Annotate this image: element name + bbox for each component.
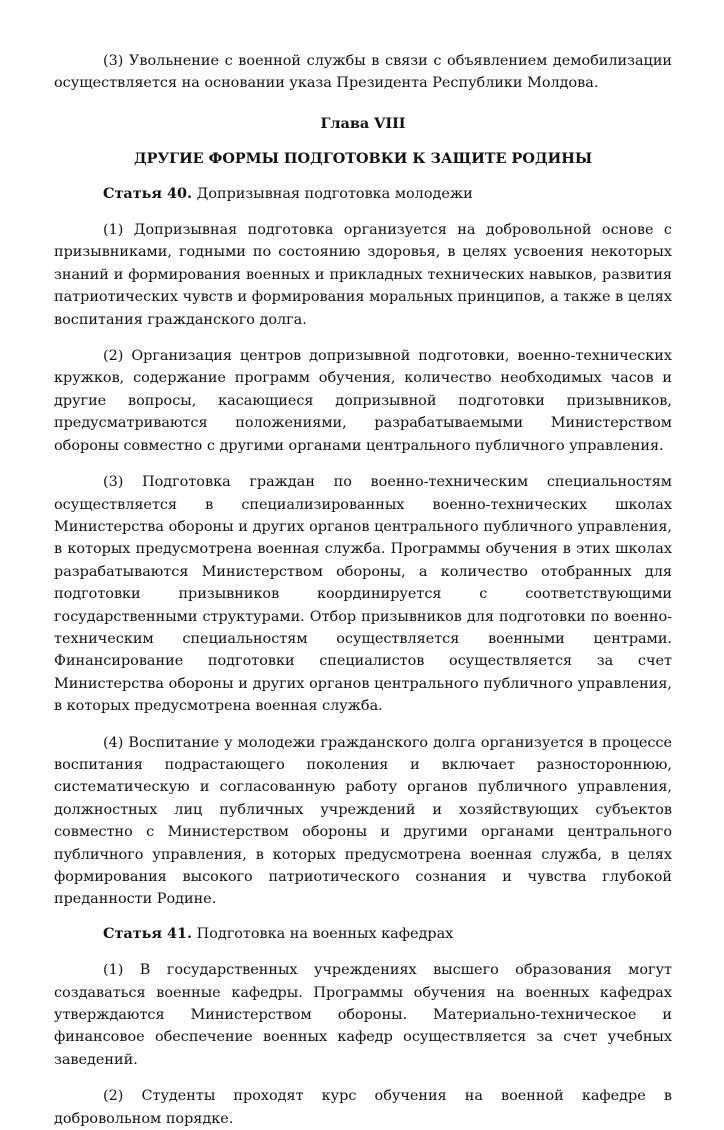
chapter-title: ДРУГИЕ ФОРМЫ ПОДГОТОВКИ К ЗАЩИТЕ РОДИНЫ [133, 150, 593, 168]
chapter-label: Глава VIII [320, 114, 406, 132]
article-41-label: Статья 41. [103, 924, 193, 942]
article-41-heading [54, 923, 672, 945]
article-40-paragraph-4: (4) Воспитание у молодежи гражданского долга организуется в процессе воспитания подрастающего поколения и включает разностороннюю, систематическую и согласованную работу органов публичного управления, должностных лиц публичных учреждений и хозяйствующих субъектов совместно с Министерством обороны и другими органами центрального публичного управления, в которых предусмотрена военная служба, в целях формирования высокого патриотического сознания и чувства глубокой преданности Родине. [54, 734, 672, 908]
article-41-title: Подготовка на военных кафедрах [196, 925, 454, 942]
paragraph-demobilization: (3) Увольнение с военной службы в связи с объявлением демобилизации осуществляется на основании указа Президента Республики Молдова. [54, 53, 672, 92]
article-40-label: Статья 40. [103, 184, 193, 202]
article-40-paragraph-1: (1) Допризывная подготовка организуется на добровольной основе с призывниками, годными по состоянию здоровья, в целях усвоения некоторых знаний и формирования военных и прикладных технических навыков, развития патриотических чувств и формирования моральных принципов, а также в целях воспитания гражданского долга. [54, 222, 672, 328]
article-41-paragraph-1: (1) В государственных учреждениях высшего образования могут создаваться военные кафедры. Программы обучения на военных кафедрах утверждаются Министерством обороны. Материально-техническое и финансовое обеспечение военных кафедр осуществляется за счет учебных заведений. [54, 962, 672, 1068]
article-40-heading [54, 183, 672, 205]
article-40-paragraph-3: (3) Подготовка граждан по военно-техническим специальностям осуществляется в специализированных военно-технических школах Министерства обороны и других органов центрального публичного управления, в которых предусмотрена военная служба. Программы обучения в этих школах разрабатываются Министерством обороны, а количество отобранных для подготовки призывников координируется с соответствующими государственными структурами. Отбор призывников для подготовки по военно-техническим специальностям осуществляется военными центрами. Финансирование подготовки специалистов осуществляется за счет Министерства обороны и других органов центрального публичного управления, в которых предусмотрена военная служба. [54, 474, 672, 715]
article-41-paragraph-2: (2) Студенты проходят курс обучения на военной кафедре в добровольном порядке. [54, 1088, 672, 1127]
article-40-title: Допризывная подготовка молодежи [196, 185, 473, 202]
article-40-paragraph-2: (2) Организация центров допризывной подготовки, военно-технических кружков, содержание программ обучения, количество необходимых часов и другие вопросы, касающиеся допризывной подготовки призывников, предусматриваются положениями, разрабатываемыми Министерством обороны совместно с другими органами центрального публичного управления. [54, 348, 672, 454]
